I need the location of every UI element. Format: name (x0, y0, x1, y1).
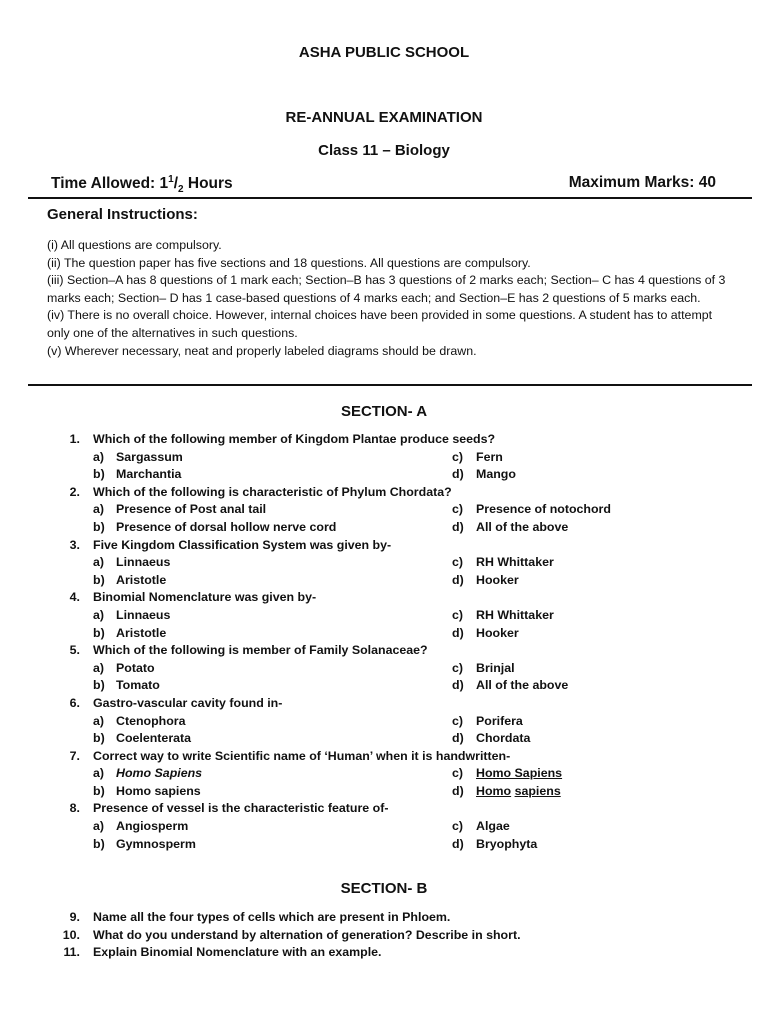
question-text: Which of the following is characteristic of Phylum Chordata? (93, 484, 452, 499)
option-row (0, 449, 768, 467)
option-label: a) (93, 607, 105, 622)
option-a: Presence of Post anal tail (116, 502, 267, 517)
question-number: 2. (69, 484, 80, 499)
option-label: c) (452, 713, 464, 728)
option-b: Gymnosperm (116, 836, 196, 851)
option-b: Coelenterata (116, 731, 192, 746)
question (0, 431, 768, 449)
option-a: Homo Sapiens (116, 766, 203, 781)
option-c: RH Whittaker (476, 607, 554, 622)
section-a-questions (0, 431, 768, 853)
option-label: a) (93, 660, 105, 675)
question (0, 927, 768, 945)
option-label: c) (452, 660, 464, 675)
option-a: Linnaeus (116, 607, 171, 622)
option-label: d) (452, 572, 464, 587)
option-label: d) (452, 625, 464, 640)
instruction-item: (ii) The question paper has five sections and 18 questions. All questions are compulsory. (47, 255, 531, 270)
option-c: Porifera (476, 713, 523, 728)
option-row (0, 572, 768, 590)
option-label: d) (452, 519, 464, 534)
option-a: Potato (116, 660, 155, 675)
option-row (0, 519, 768, 537)
option-d-species: sapiens (514, 783, 561, 798)
question-text: Which of the following member of Kingdom Plantae produce seeds? (93, 432, 496, 446)
option-label: b) (93, 783, 105, 798)
time-fraction (168, 174, 184, 196)
option-c: Presence of notochord (476, 502, 611, 517)
question (0, 944, 768, 962)
option-label: a) (93, 766, 105, 781)
instructions-list (47, 237, 727, 360)
option-b: Homo sapiens (116, 783, 201, 798)
question-number: 7. (69, 748, 80, 763)
option-row (0, 783, 768, 801)
option-d: Chordata (476, 731, 531, 746)
time-fraction-slash: / (173, 175, 179, 193)
instruction-item: (iv) There is no overall choice. However, internal choices have been provided in some questions. A student has to attempt only one of the alternatives in such questions. (47, 308, 713, 340)
time-unit: Hours (183, 175, 233, 193)
option-row (0, 677, 768, 695)
option-d: Hooker (476, 625, 519, 640)
question-text: Binomial Nomenclature was given by- (93, 590, 317, 605)
question-number: 8. (69, 801, 80, 816)
option-label: b) (93, 678, 105, 693)
section-a-title: SECTION- A (340, 403, 428, 420)
option-row (0, 730, 768, 748)
question-text: Five Kingdom Classification System was given by- (93, 537, 392, 552)
maximum-marks: Maximum Marks: 40 (568, 174, 716, 191)
option-b: Presence of dorsal hollow nerve cord (116, 519, 337, 534)
question-text: Explain Binomial Nomenclature with an example. (93, 945, 382, 960)
instruction-item: (v) Wherever necessary, neat and properly labeled diagrams should be drawn. (47, 343, 477, 358)
option-row (0, 713, 768, 731)
option-label: c) (452, 819, 464, 834)
time-fraction-denominator: 2 (178, 184, 184, 196)
option-label: a) (93, 555, 105, 570)
option-row (0, 660, 768, 678)
option-label: c) (452, 555, 464, 570)
option-a: Angiosperm (116, 819, 189, 834)
option-row (0, 625, 768, 643)
option-label: b) (93, 467, 105, 482)
question-number: 9. (69, 910, 80, 924)
option-label: c) (452, 449, 464, 464)
instruction-item: (iii) Section–A has 8 questions of 1 mark each; Section–B has 3 questions of 2 marks each; Section– C has 4 questions of 3 marks each; Section– D has 1 case-based questions of 4 marks each; and Section–E has 2 questions of 5 marks each. (47, 273, 726, 305)
option-b: Aristotle (116, 625, 167, 640)
header-divider (28, 197, 752, 199)
option-c: Brinjal (476, 660, 515, 675)
question (0, 484, 768, 502)
option-b: Tomato (116, 678, 160, 693)
question (0, 589, 768, 607)
option-label: a) (93, 502, 105, 517)
option-a: Sargassum (116, 449, 183, 464)
option-row (0, 501, 768, 519)
question-text: Presence of vessel is the characteristic feature of- (93, 801, 389, 816)
option-c: Algae (476, 819, 510, 834)
time-fraction-numerator: 1 (168, 174, 174, 185)
option-row (0, 607, 768, 625)
question (0, 642, 768, 660)
question-text: Name all the four types of cells which are present in Phloem. (93, 910, 451, 924)
question-text: Gastro-vascular cavity found in- (93, 695, 283, 710)
question (0, 748, 768, 766)
option-c: Fern (476, 449, 503, 464)
option-a: Linnaeus (116, 555, 171, 570)
time-allowed (51, 174, 233, 195)
option-label: d) (452, 836, 464, 851)
option-d: Hooker (476, 572, 519, 587)
option-label: d) (452, 783, 464, 798)
option-b: Marchantia (116, 467, 182, 482)
section-b-title: SECTION- B (340, 880, 428, 897)
option-label: b) (93, 731, 105, 746)
option-label: a) (93, 819, 105, 834)
option-label: d) (452, 731, 464, 746)
question (0, 537, 768, 555)
option-label: b) (93, 519, 105, 534)
option-label: d) (452, 467, 464, 482)
class-subject: Class 11 – Biology (318, 142, 450, 159)
question (0, 909, 768, 927)
option-d: All of the above (476, 678, 569, 693)
question-number: 11. (63, 945, 80, 960)
option-d-genus: Homo (476, 783, 512, 798)
exam-title: RE-ANNUAL EXAMINATION (285, 109, 483, 126)
question-text: What do you understand by alternation of generation? Describe in short. (93, 927, 521, 942)
question-text: Correct way to write Scientific name of ‘Human’ when it is handwritten- (93, 748, 511, 763)
instruction-item: (i) All questions are compulsory. (47, 238, 222, 252)
option-label: b) (93, 625, 105, 640)
option-label: a) (93, 713, 105, 728)
question-number: 3. (69, 537, 80, 552)
option-label: b) (93, 836, 105, 851)
option-d (476, 783, 561, 801)
option-label: c) (452, 502, 464, 517)
option-row (0, 554, 768, 572)
option-label: d) (452, 678, 464, 693)
question (0, 800, 768, 818)
option-d: Mango (476, 467, 516, 482)
question-number: 5. (69, 643, 80, 658)
option-a: Ctenophora (116, 713, 186, 728)
option-row (0, 818, 768, 836)
option-label: b) (93, 572, 105, 587)
question-number: 1. (69, 432, 80, 446)
option-row (0, 765, 768, 783)
option-c: RH Whittaker (476, 555, 554, 570)
option-label: c) (452, 607, 464, 622)
option-label: c) (452, 766, 464, 781)
option-c: Homo Sapiens (476, 766, 563, 781)
question-number: 4. (69, 590, 80, 605)
option-d: All of the above (476, 519, 569, 534)
question (0, 695, 768, 713)
question-number: 10. (62, 927, 80, 942)
option-d: Bryophyta (476, 836, 538, 851)
school-name: ASHA PUBLIC SCHOOL (298, 44, 470, 61)
section-b-questions (0, 909, 768, 962)
option-row (0, 466, 768, 484)
question-number: 6. (69, 695, 80, 710)
instructions-heading: General Instructions: (47, 206, 198, 223)
option-row (0, 836, 768, 854)
option-label: a) (93, 449, 105, 464)
instructions-divider (28, 384, 752, 386)
question-text: Which of the following is member of Family Solanaceae? (93, 643, 428, 658)
option-b: Aristotle (116, 572, 167, 587)
time-label: Time Allowed: 1 (51, 175, 169, 193)
